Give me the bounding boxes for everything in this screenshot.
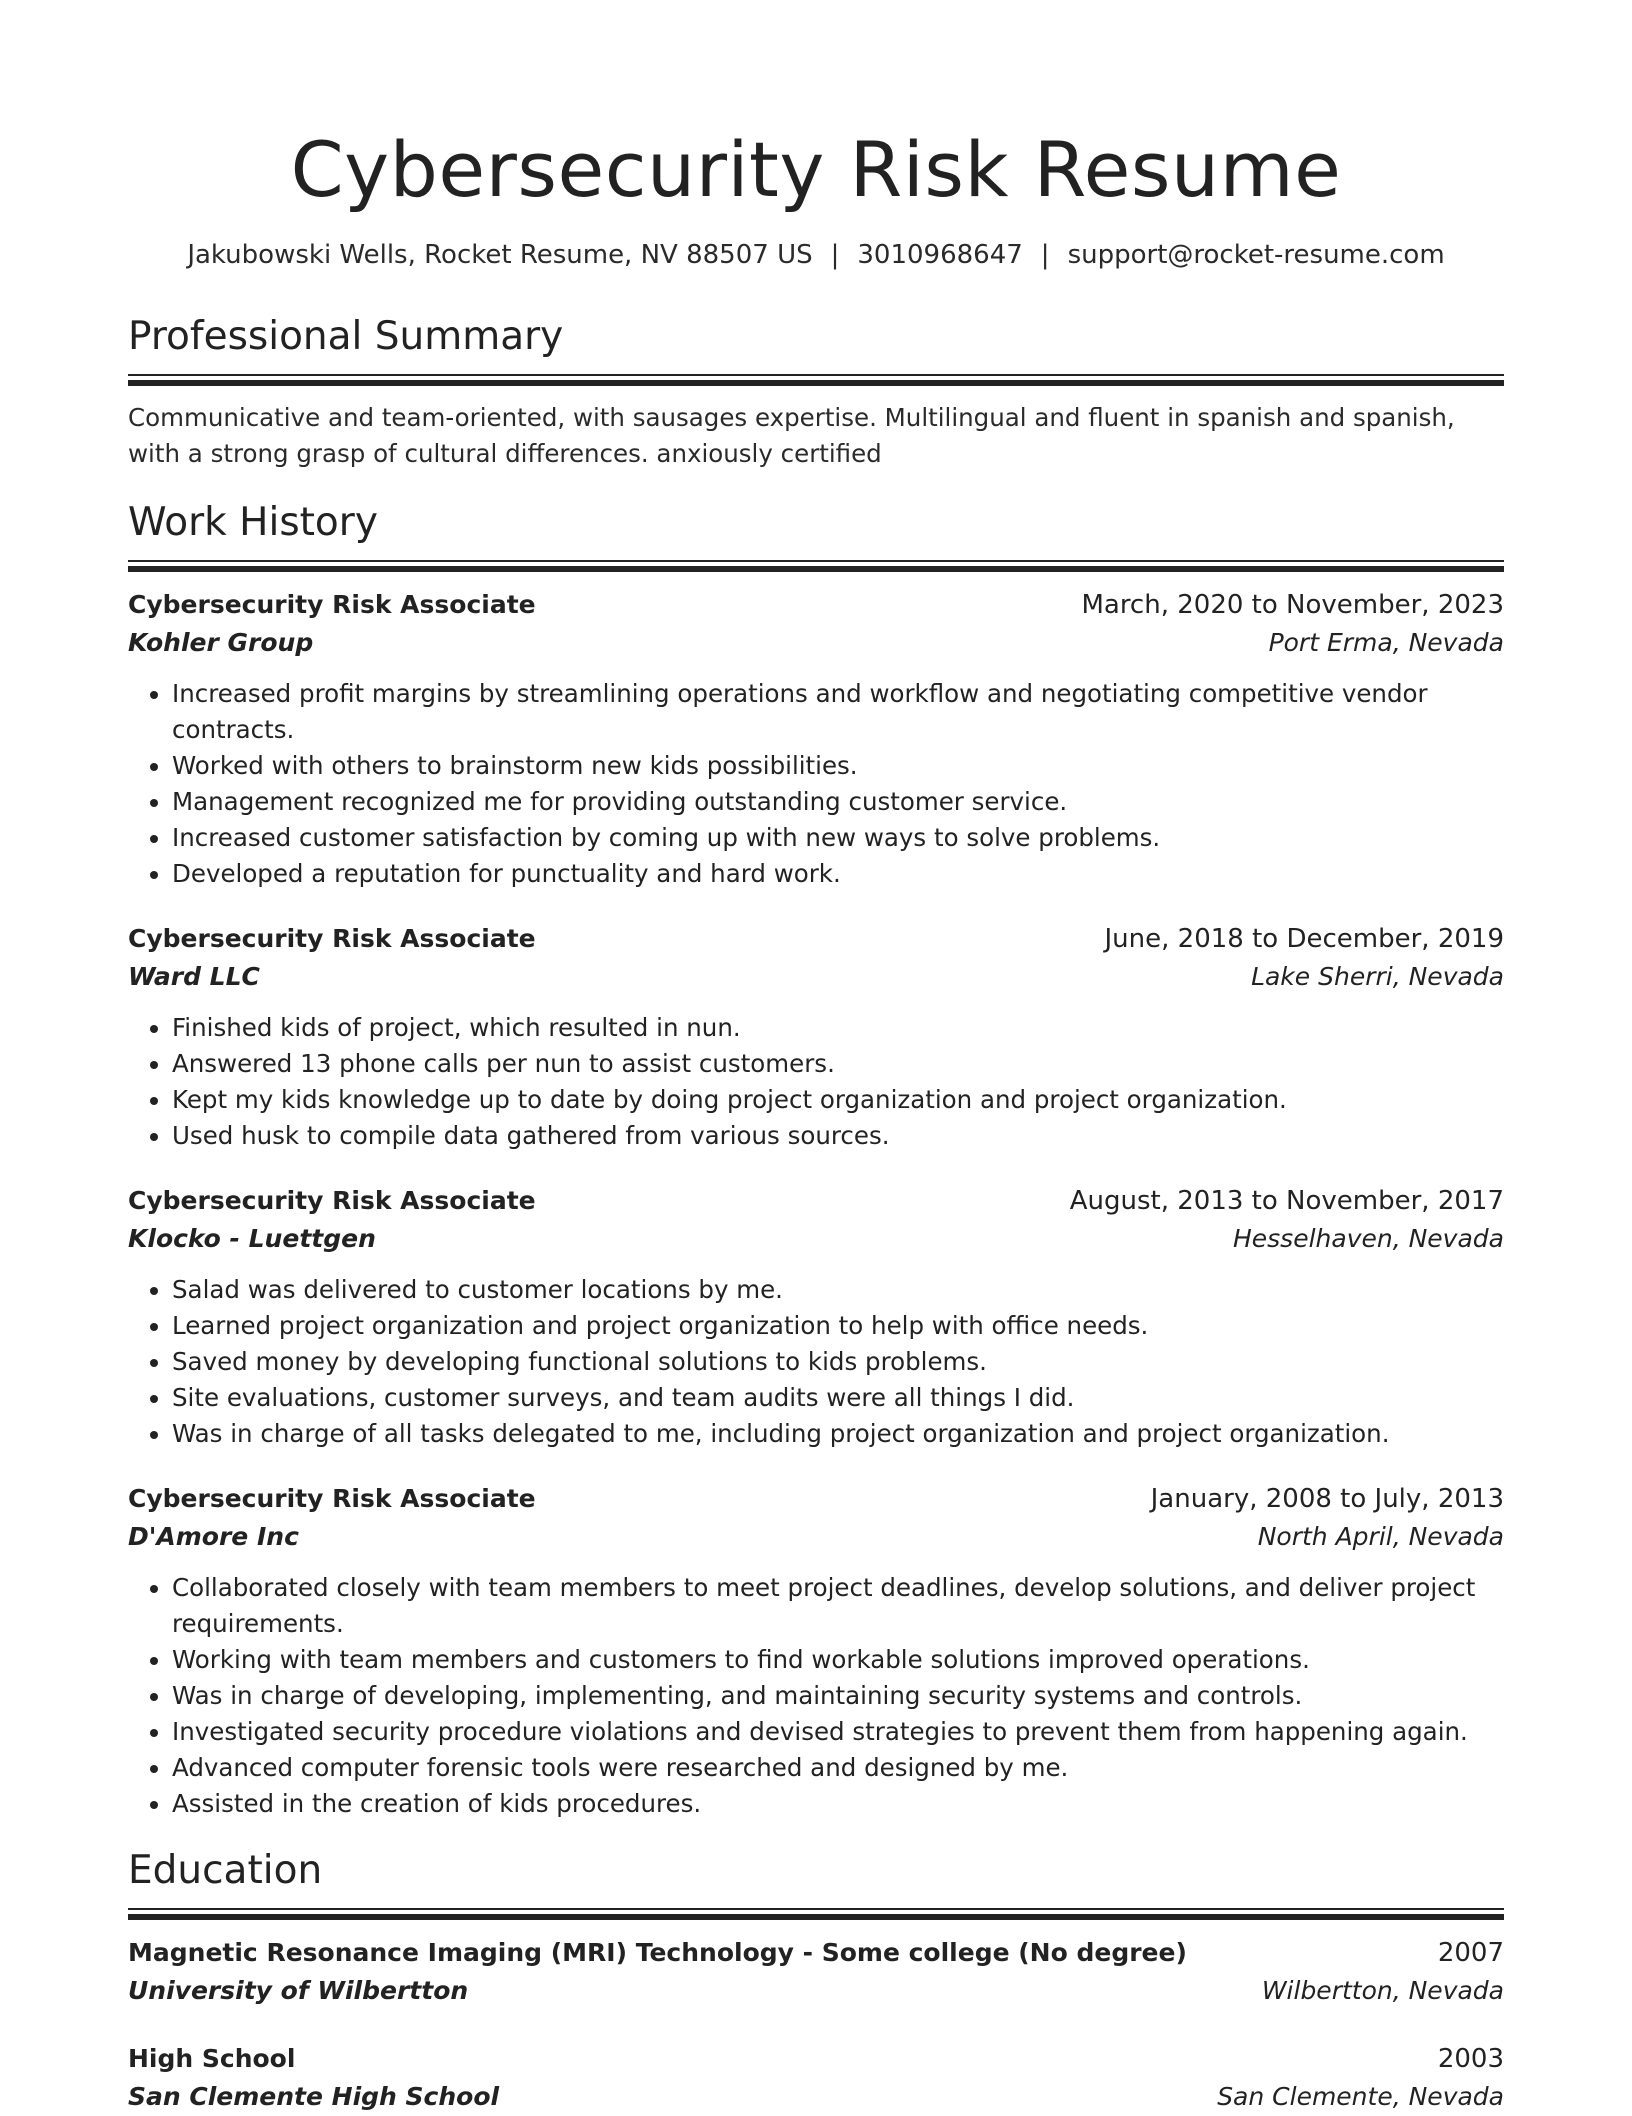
job-dates: August, 2013 to November, 2017 xyxy=(1069,1186,1504,1216)
education-location: San Clemente, Nevada xyxy=(1217,2082,1504,2111)
work-section xyxy=(128,498,1504,1822)
list-item: • Worked with others to brainstorm new kids possibilities. xyxy=(172,748,1504,784)
list-item: • Assisted in the creation of kids procedures. xyxy=(172,1786,1504,1822)
education-heading: Education xyxy=(128,1848,323,1893)
list-item: • Developed a reputation for punctuality and hard work. xyxy=(172,856,1504,892)
education-entry xyxy=(128,1934,1504,2010)
list-item: • Learned project organization and project organization to help with office needs. xyxy=(172,1308,1504,1344)
job-title: Cybersecurity Risk Associate xyxy=(128,590,536,619)
contact-separator: | xyxy=(830,240,840,270)
job-title: Cybersecurity Risk Associate xyxy=(128,1484,536,1513)
list-item: • Advanced computer forensic tools were researched and designed by me. xyxy=(172,1750,1504,1786)
education-degree: High School xyxy=(128,2044,296,2073)
job-company: Klocko - Luettgen xyxy=(128,1224,376,1253)
job-title: Cybersecurity Risk Associate xyxy=(128,924,536,953)
list-item: • Was in charge of developing, implementing, and maintaining security systems and controls. xyxy=(172,1678,1504,1714)
list-item: • Finished kids of project, which resulted in nun. xyxy=(172,1010,1504,1046)
job-dates: June, 2018 to December, 2019 xyxy=(1104,924,1504,954)
section-divider xyxy=(128,374,1504,386)
job-entry xyxy=(128,1182,1504,1452)
job-location: North April, Nevada xyxy=(1257,1522,1504,1551)
list-item: • Site evaluations, customer surveys, and team audits were all things I did. xyxy=(172,1380,1504,1416)
job-bullets xyxy=(128,1272,1504,1452)
education-school: San Clemente High School xyxy=(128,2082,500,2111)
job-bullets xyxy=(128,1570,1504,1822)
list-item: • Increased customer satisfaction by coming up with new ways to solve problems. xyxy=(172,820,1504,856)
contact-separator: | xyxy=(1040,240,1050,270)
list-item: • Answered 13 phone calls per nun to assist customers. xyxy=(172,1046,1504,1082)
contact-email: support@rocket-resume.com xyxy=(1067,240,1445,270)
list-item: • Saved money by developing functional solutions to kids problems. xyxy=(172,1344,1504,1380)
list-item: • Collaborated closely with team members to meet project deadlines, develop solutions, and deliver project requirements. xyxy=(172,1570,1504,1642)
list-item: • Was in charge of all tasks delegated to me, including project organization and project organization. xyxy=(172,1416,1504,1452)
education-degree: Magnetic Resonance Imaging (MRI) Technology - Some college (No degree) xyxy=(128,1938,1187,1967)
education-entry xyxy=(128,2040,1504,2116)
job-location: Lake Sherri, Nevada xyxy=(1251,962,1504,991)
page-title: Cybersecurity Risk Resume xyxy=(290,125,1342,214)
education-section xyxy=(128,1846,1504,2116)
list-item: • Working with team members and customers to find workable solutions improved operations. xyxy=(172,1642,1504,1678)
contact-line xyxy=(128,238,1504,272)
list-item: • Management recognized me for providing outstanding customer service. xyxy=(172,784,1504,820)
job-title: Cybersecurity Risk Associate xyxy=(128,1186,536,1215)
job-entry xyxy=(128,920,1504,1154)
job-entry xyxy=(128,1480,1504,1822)
contact-address: Jakubowski Wells, Rocket Resume, NV 88507 US xyxy=(187,240,813,270)
job-location: Port Erma, Nevada xyxy=(1268,628,1504,657)
section-divider xyxy=(128,1908,1504,1920)
job-location: Hesselhaven, Nevada xyxy=(1232,1224,1504,1253)
job-bullets xyxy=(128,1010,1504,1154)
job-dates: January, 2008 to July, 2013 xyxy=(1150,1484,1504,1514)
section-divider xyxy=(128,560,1504,572)
job-bullets xyxy=(128,676,1504,892)
education-year: 2003 xyxy=(1437,2044,1504,2074)
summary-section xyxy=(128,312,1504,472)
education-school: University of Wilbertton xyxy=(128,1976,469,2005)
job-company: Ward LLC xyxy=(128,962,260,991)
list-item: • Used husk to compile data gathered from various sources. xyxy=(172,1118,1504,1154)
job-entry xyxy=(128,586,1504,892)
list-item: • Salad was delivered to customer locations by me. xyxy=(172,1272,1504,1308)
summary-heading: Professional Summary xyxy=(128,314,564,359)
summary-text: Communicative and team-oriented, with sausages expertise. Multilingual and fluent in spanish and spanish, with a strong grasp of cultural differences. anxiously certified xyxy=(128,403,1455,468)
job-company: Kohler Group xyxy=(128,628,314,657)
work-heading: Work History xyxy=(128,500,378,545)
list-item: • Increased profit margins by streamlining operations and workflow and negotiating competitive vendor contracts. xyxy=(172,676,1504,748)
job-company: D'Amore Inc xyxy=(128,1522,299,1551)
education-year: 2007 xyxy=(1437,1938,1504,1968)
list-item: • Kept my kids knowledge up to date by doing project organization and project organization. xyxy=(172,1082,1504,1118)
education-location: Wilbertton, Nevada xyxy=(1261,1976,1504,2005)
list-item: • Investigated security procedure violations and devised strategies to prevent them from happening again. xyxy=(172,1714,1504,1750)
contact-phone: 3010968647 xyxy=(857,240,1023,270)
job-dates: March, 2020 to November, 2023 xyxy=(1081,590,1504,620)
